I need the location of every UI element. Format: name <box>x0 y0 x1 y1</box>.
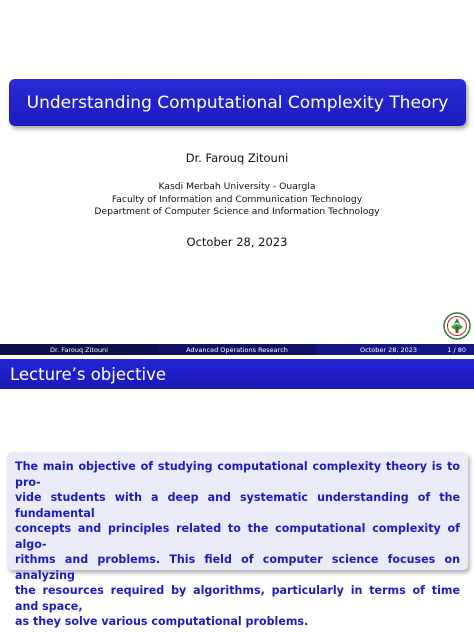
objective-block <box>7 452 468 628</box>
footer-page-number: 1 / 80 <box>447 345 466 354</box>
objective-line: The main objective of studying computational complexity theory is to pro- <box>15 460 460 489</box>
frame-title-bar <box>0 359 474 389</box>
frame-title: Lecture’s objective <box>10 364 167 384</box>
presentation-date: October 28, 2023 <box>186 235 288 249</box>
institution-university: Kasdi Merbah University - Ouargla <box>158 181 316 192</box>
objective-slide <box>0 355 474 632</box>
institution-faculty: Faculty of Information and Communication Technology <box>111 193 363 205</box>
footer-author-cell <box>0 344 158 355</box>
footer-course: Advanced Operations Research <box>186 345 288 354</box>
slide-title: Understanding Computational Complexity Theory <box>26 92 449 113</box>
objective-line: rithms and problems. This field of computer science focuses on analyzing <box>15 553 460 582</box>
institution-department: Department of Computer Science and Information Technology <box>94 206 380 217</box>
footer-date-cell <box>316 344 474 355</box>
institution-block <box>0 181 474 219</box>
footer-date: October 28, 2023 <box>360 345 418 354</box>
objective-line: as they solve various computational problems. <box>15 615 309 628</box>
objective-line: vide students with a deep and systematic understanding of the fundamental <box>15 491 460 520</box>
footer-author: Dr. Farouq Zitouni <box>50 345 108 354</box>
footer-bar <box>0 344 474 355</box>
objective-text <box>15 459 460 630</box>
objective-line: concepts and principles related to the computational complexity of algo- <box>15 522 460 551</box>
objective-line: the resources required by algorithms, particularly in terms of time and space, <box>15 584 460 613</box>
footer-course-cell <box>158 344 316 355</box>
author-name: Dr. Farouq Zitouni <box>185 151 289 165</box>
university-logo-icon <box>443 312 471 340</box>
title-box <box>9 79 466 126</box>
